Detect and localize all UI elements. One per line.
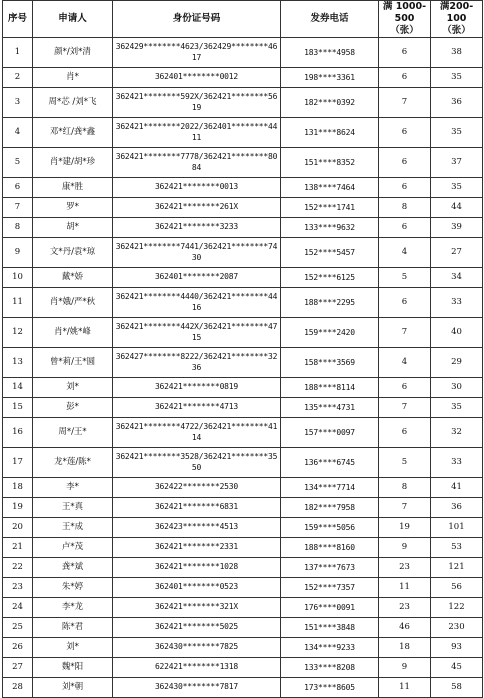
table-row (3, 178, 483, 198)
cell-tier2-count: 53 (431, 538, 483, 558)
header-phone: 发券电话 (281, 1, 379, 38)
cell-id-number: 362401********0523 (113, 578, 281, 598)
cell-phone: 133****9632 (281, 218, 379, 238)
cell-phone: 135****4731 (281, 398, 379, 418)
cell-tier1-count: 9 (379, 538, 431, 558)
cell-phone: 159****2420 (281, 318, 379, 348)
cell-tier2-count: 36 (431, 88, 483, 118)
cell-applicant: 肖*娥/严*秋 (33, 288, 113, 318)
cell-phone: 152****6125 (281, 268, 379, 288)
cell-tier1-count: 18 (379, 638, 431, 658)
cell-applicant: 康*胜 (33, 178, 113, 198)
cell-serial-number: 28 (3, 678, 33, 698)
cell-id-number: 362430********7817 (113, 678, 281, 698)
table-row (3, 598, 483, 618)
cell-serial-number: 10 (3, 268, 33, 288)
cell-tier2-count: 39 (431, 218, 483, 238)
cell-id-number: 362401********2087 (113, 268, 281, 288)
table-row (3, 398, 483, 418)
cell-id-number: 362421********4713 (113, 398, 281, 418)
header-applicant: 申请人 (33, 1, 113, 38)
cell-applicant: 卢*茂 (33, 538, 113, 558)
cell-tier1-count: 6 (379, 148, 431, 178)
table-row (3, 148, 483, 178)
cell-tier2-count: 29 (431, 348, 483, 378)
cell-tier2-count: 34 (431, 268, 483, 288)
cell-serial-number: 6 (3, 178, 33, 198)
cell-applicant: 李* (33, 478, 113, 498)
table-row (3, 448, 483, 478)
cell-tier2-count: 35 (431, 178, 483, 198)
header-tier1 (379, 1, 431, 38)
table-row (3, 88, 483, 118)
cell-applicant: 李*龙 (33, 598, 113, 618)
cell-id-number: 362421********592X/362421********5619 (113, 88, 281, 118)
cell-tier2-count: 35 (431, 398, 483, 418)
header-serial-number: 序号 (3, 1, 33, 38)
table-row (3, 618, 483, 638)
cell-serial-number: 8 (3, 218, 33, 238)
cell-serial-number: 5 (3, 148, 33, 178)
cell-applicant: 陈*君 (33, 618, 113, 638)
cell-serial-number: 23 (3, 578, 33, 598)
table-row (3, 68, 483, 88)
cell-serial-number: 19 (3, 498, 33, 518)
cell-tier1-count: 23 (379, 558, 431, 578)
cell-id-number: 362429********4623/362429********4617 (113, 38, 281, 68)
cell-tier2-count: 93 (431, 638, 483, 658)
cell-tier1-count: 11 (379, 678, 431, 698)
cell-id-number: 362430********7825 (113, 638, 281, 658)
cell-phone: 152****5457 (281, 238, 379, 268)
cell-tier1-count: 7 (379, 318, 431, 348)
cell-id-number: 362421********7441/362421********7430 (113, 238, 281, 268)
cell-applicant: 文*丹/袁*琼 (33, 238, 113, 268)
cell-applicant: 戴*娇 (33, 268, 113, 288)
header-id-number: 身份证号码 (113, 1, 281, 38)
cell-serial-number: 15 (3, 398, 33, 418)
cell-tier1-count: 5 (379, 268, 431, 288)
cell-applicant: 王*真 (33, 498, 113, 518)
cell-applicant: 肖*建/胡*珍 (33, 148, 113, 178)
cell-tier1-count: 4 (379, 348, 431, 378)
cell-applicant: 刘* (33, 638, 113, 658)
cell-phone: 157****0097 (281, 418, 379, 448)
table-row (3, 538, 483, 558)
table-row (3, 38, 483, 68)
table-row (3, 378, 483, 398)
cell-phone: 137****7673 (281, 558, 379, 578)
cell-tier2-count: 230 (431, 618, 483, 638)
cell-serial-number: 11 (3, 288, 33, 318)
cell-phone: 131****8624 (281, 118, 379, 148)
cell-tier1-count: 4 (379, 238, 431, 268)
cell-id-number: 362421********321X (113, 598, 281, 618)
cell-phone: 151****8352 (281, 148, 379, 178)
table-body (3, 38, 483, 698)
cell-serial-number: 25 (3, 618, 33, 638)
cell-tier2-count: 121 (431, 558, 483, 578)
cell-tier2-count: 45 (431, 658, 483, 678)
cell-applicant: 彭* (33, 398, 113, 418)
cell-phone: 173****8605 (281, 678, 379, 698)
header-tier1-line1: 满 1000-500 (382, 1, 427, 24)
cell-applicant: 刘* (33, 378, 113, 398)
cell-tier1-count: 7 (379, 398, 431, 418)
cell-id-number: 362421********7778/362421********8084 (113, 148, 281, 178)
table-row (3, 268, 483, 288)
cell-applicant: 曾*莉/王*圆 (33, 348, 113, 378)
cell-id-number: 362421********261X (113, 198, 281, 218)
table-header-row (3, 1, 483, 38)
cell-tier1-count: 19 (379, 518, 431, 538)
cell-phone: 133****8208 (281, 658, 379, 678)
cell-tier2-count: 33 (431, 448, 483, 478)
cell-phone: 198****3361 (281, 68, 379, 88)
cell-id-number: 362421********4722/362421********4114 (113, 418, 281, 448)
cell-id-number: 362422********2530 (113, 478, 281, 498)
cell-phone: 134****9233 (281, 638, 379, 658)
cell-serial-number: 27 (3, 658, 33, 678)
cell-tier2-count: 56 (431, 578, 483, 598)
cell-id-number: 362421********2331 (113, 538, 281, 558)
cell-applicant: 龚*斌 (33, 558, 113, 578)
cell-tier2-count: 38 (431, 38, 483, 68)
table-row (3, 118, 483, 148)
table-row (3, 238, 483, 268)
cell-tier2-count: 122 (431, 598, 483, 618)
table-row (3, 478, 483, 498)
table-row (3, 288, 483, 318)
cell-tier2-count: 30 (431, 378, 483, 398)
cell-phone: 182****7958 (281, 498, 379, 518)
cell-serial-number: 9 (3, 238, 33, 268)
cell-id-number: 362421********3233 (113, 218, 281, 238)
cell-applicant: 邓*红/龚*鑫 (33, 118, 113, 148)
cell-tier1-count: 9 (379, 658, 431, 678)
cell-serial-number: 13 (3, 348, 33, 378)
cell-applicant: 肖* (33, 68, 113, 88)
table-row (3, 638, 483, 658)
table-row (3, 678, 483, 698)
cell-phone: 152****7357 (281, 578, 379, 598)
cell-serial-number: 21 (3, 538, 33, 558)
cell-applicant: 朱*婷 (33, 578, 113, 598)
cell-phone: 159****5056 (281, 518, 379, 538)
cell-serial-number: 3 (3, 88, 33, 118)
cell-tier1-count: 8 (379, 198, 431, 218)
cell-tier2-count: 33 (431, 288, 483, 318)
cell-tier2-count: 36 (431, 498, 483, 518)
header-tier1-line2: （张） (390, 25, 419, 36)
table-row (3, 198, 483, 218)
cell-serial-number: 26 (3, 638, 33, 658)
cell-tier2-count: 44 (431, 198, 483, 218)
header-tier2-line1: 满200-100 (439, 1, 474, 24)
header-tier2 (431, 1, 483, 38)
cell-serial-number: 4 (3, 118, 33, 148)
cell-tier1-count: 7 (379, 498, 431, 518)
cell-phone: 158****3569 (281, 348, 379, 378)
cell-tier1-count: 7 (379, 88, 431, 118)
cell-tier1-count: 6 (379, 218, 431, 238)
cell-id-number: 362421********3528/362421********3550 (113, 448, 281, 478)
cell-phone: 134****7714 (281, 478, 379, 498)
cell-id-number: 362421********6831 (113, 498, 281, 518)
cell-serial-number: 18 (3, 478, 33, 498)
cell-applicant: 魏*阳 (33, 658, 113, 678)
cell-tier2-count: 58 (431, 678, 483, 698)
cell-serial-number: 1 (3, 38, 33, 68)
cell-tier1-count: 5 (379, 448, 431, 478)
cell-id-number: 362421********4440/362421********4416 (113, 288, 281, 318)
cell-tier2-count: 35 (431, 68, 483, 88)
cell-serial-number: 14 (3, 378, 33, 398)
cell-applicant: 刘*朝 (33, 678, 113, 698)
cell-id-number: 362421********442X/362421********4715 (113, 318, 281, 348)
cell-tier1-count: 46 (379, 618, 431, 638)
cell-id-number: 362421********5025 (113, 618, 281, 638)
cell-phone: 138****7464 (281, 178, 379, 198)
cell-id-number: 362423********4513 (113, 518, 281, 538)
cell-tier2-count: 40 (431, 318, 483, 348)
table-row (3, 218, 483, 238)
cell-applicant: 胡* (33, 218, 113, 238)
cell-id-number: 362427********8222/362421********3236 (113, 348, 281, 378)
cell-applicant: 王*成 (33, 518, 113, 538)
cell-tier1-count: 6 (379, 38, 431, 68)
cell-applicant: 肖*/姚*峰 (33, 318, 113, 348)
cell-serial-number: 22 (3, 558, 33, 578)
table-row (3, 318, 483, 348)
cell-serial-number: 20 (3, 518, 33, 538)
cell-id-number: 362401********0012 (113, 68, 281, 88)
coupon-allocation-table (2, 0, 483, 698)
cell-phone: 136****6745 (281, 448, 379, 478)
cell-applicant: 龙*莲/陈* (33, 448, 113, 478)
cell-tier1-count: 6 (379, 288, 431, 318)
cell-phone: 182****0392 (281, 88, 379, 118)
cell-serial-number: 16 (3, 418, 33, 448)
cell-serial-number: 12 (3, 318, 33, 348)
cell-phone: 176****0091 (281, 598, 379, 618)
cell-phone: 188****2295 (281, 288, 379, 318)
cell-tier1-count: 6 (379, 178, 431, 198)
cell-tier2-count: 35 (431, 118, 483, 148)
cell-tier2-count: 41 (431, 478, 483, 498)
cell-tier2-count: 27 (431, 238, 483, 268)
cell-id-number: 362421********1028 (113, 558, 281, 578)
cell-tier1-count: 6 (379, 118, 431, 148)
cell-applicant: 颜*/刘*清 (33, 38, 113, 68)
cell-tier1-count: 23 (379, 598, 431, 618)
cell-tier1-count: 11 (379, 578, 431, 598)
cell-id-number: 362421********0013 (113, 178, 281, 198)
cell-phone: 188****8114 (281, 378, 379, 398)
cell-phone: 151****3848 (281, 618, 379, 638)
cell-phone: 188****8160 (281, 538, 379, 558)
cell-tier1-count: 6 (379, 378, 431, 398)
cell-tier1-count: 6 (379, 418, 431, 448)
cell-serial-number: 2 (3, 68, 33, 88)
header-tier2-line2: （张） (442, 25, 471, 36)
table-row (3, 418, 483, 448)
cell-serial-number: 24 (3, 598, 33, 618)
cell-tier1-count: 6 (379, 68, 431, 88)
cell-tier2-count: 37 (431, 148, 483, 178)
cell-phone: 152****1741 (281, 198, 379, 218)
cell-serial-number: 17 (3, 448, 33, 478)
cell-applicant: 周*/王* (33, 418, 113, 448)
table-row (3, 518, 483, 538)
cell-id-number: 622421********1318 (113, 658, 281, 678)
cell-phone: 183****4958 (281, 38, 379, 68)
cell-tier2-count: 32 (431, 418, 483, 448)
cell-serial-number: 7 (3, 198, 33, 218)
table-row (3, 348, 483, 378)
table-row (3, 498, 483, 518)
cell-id-number: 362421********2022/362401********4411 (113, 118, 281, 148)
table-row (3, 578, 483, 598)
cell-tier2-count: 101 (431, 518, 483, 538)
cell-id-number: 362421********0819 (113, 378, 281, 398)
table-row (3, 558, 483, 578)
cell-tier1-count: 8 (379, 478, 431, 498)
cell-applicant: 罗* (33, 198, 113, 218)
cell-applicant: 周*芯 /刘*飞 (33, 88, 113, 118)
